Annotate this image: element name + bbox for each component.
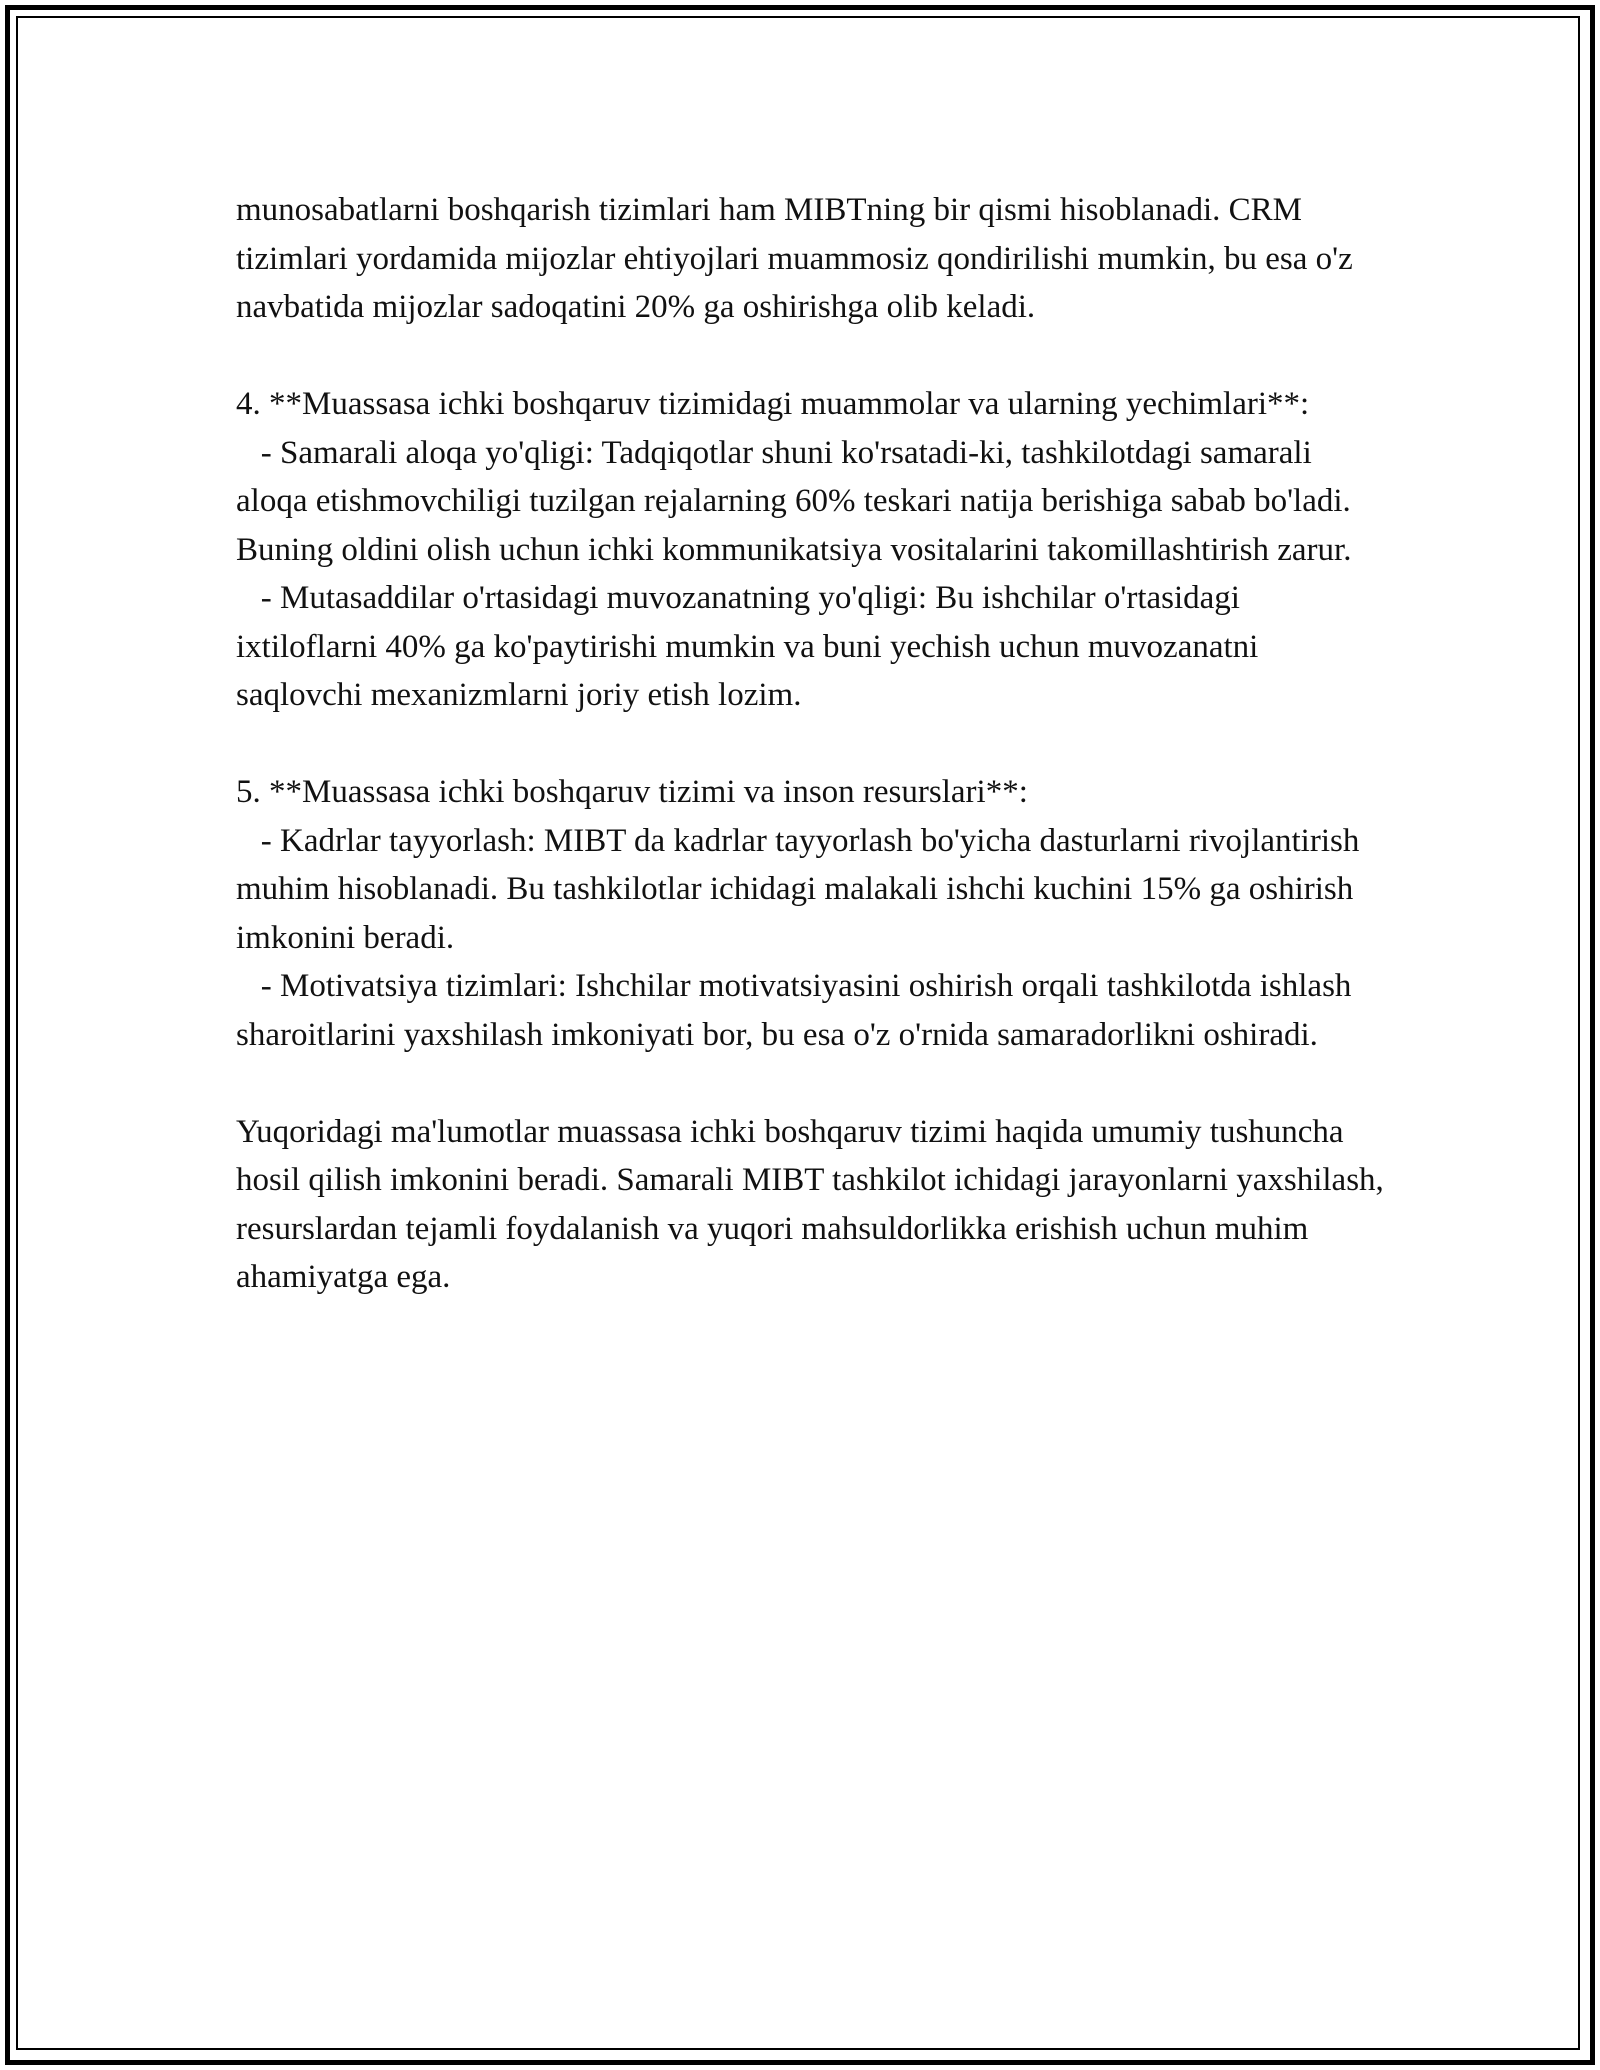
section-4-item: - Mutasaddilar o'rtasidagi muvozanatning yo'qligi: Bu ishchilar o'rtasidagi ixtiloflarni 40% ga ko'paytirishi mumkin va buni yechish uchun muvozanatni saqlovchi mexanizmlarni joriy etish lozim. — [236, 580, 1267, 713]
conclusion-paragraph: Yuqoridagi ma'lumotlar muassasa ichki boshqaruv tizimi haqida umumiy tushuncha hosil qilish imkonini beradi. Samarali MIBT tashkilot ichidagi jarayonlarni yaxshilash, resurslardan tejamli foydalanish va yuqori mahsuldorlikka erishish uchun muhim ahamiyatga ega. — [236, 1113, 1384, 1295]
paragraph-spacer — [236, 1059, 1386, 1108]
section-4-heading: 4. **Muassasa ichki boshqaruv tizimidagi muammolar va ularning yechimlari**: — [236, 386, 1310, 422]
section-5-item: - Kadrlar tayyorlash: MIBT da kadrlar tayyorlash bo'yicha dasturlarni rivojlantirish muhim hisoblanadi. Bu tashkilotlar ichidagi malakali ishchi kuchini 15% ga oshirish imkonini beradi. — [236, 822, 1368, 956]
section-5-item: - Motivatsiya tizimlari: Ishchilar motivatsiyasini oshirish orqali tashkilotda ishlash sharoitlarini yaxshilash imkoniyati bor, bu esa o'z o'rnida samaradorlikni oshiradi. — [236, 968, 1360, 1053]
document-body — [236, 186, 1386, 1302]
paragraph-spacer — [236, 720, 1386, 769]
paragraph-spacer — [236, 332, 1386, 381]
intro-paragraph: munosabatlarni boshqarish tizimlari ham MIBTning bir qismi hisoblanadi. CRM tizimlari yordamida mijozlar ehtiyojlari muammosiz qondirilishi mumkin, bu esa o'z navbatida mijozlar sadoqatini 20% ga oshirishga olib keladi. — [236, 192, 1353, 325]
section-4-item: - Samarali aloqa yo'qligi: Tadqiqotlar shuni ko'rsatadi-ki, tashkilotdagi samarali aloqa etishmovchiligi tuzilgan rejalarning 60% teskari natija berishiga sabab bo'ladi. Buning oldini olish uchun ichki kommunikatsiya vositalarini takomillashtirish zarur. — [236, 434, 1360, 568]
section-5-heading: 5. **Muassasa ichki boshqaruv tizimi va inson resurslari**: — [236, 774, 1028, 810]
